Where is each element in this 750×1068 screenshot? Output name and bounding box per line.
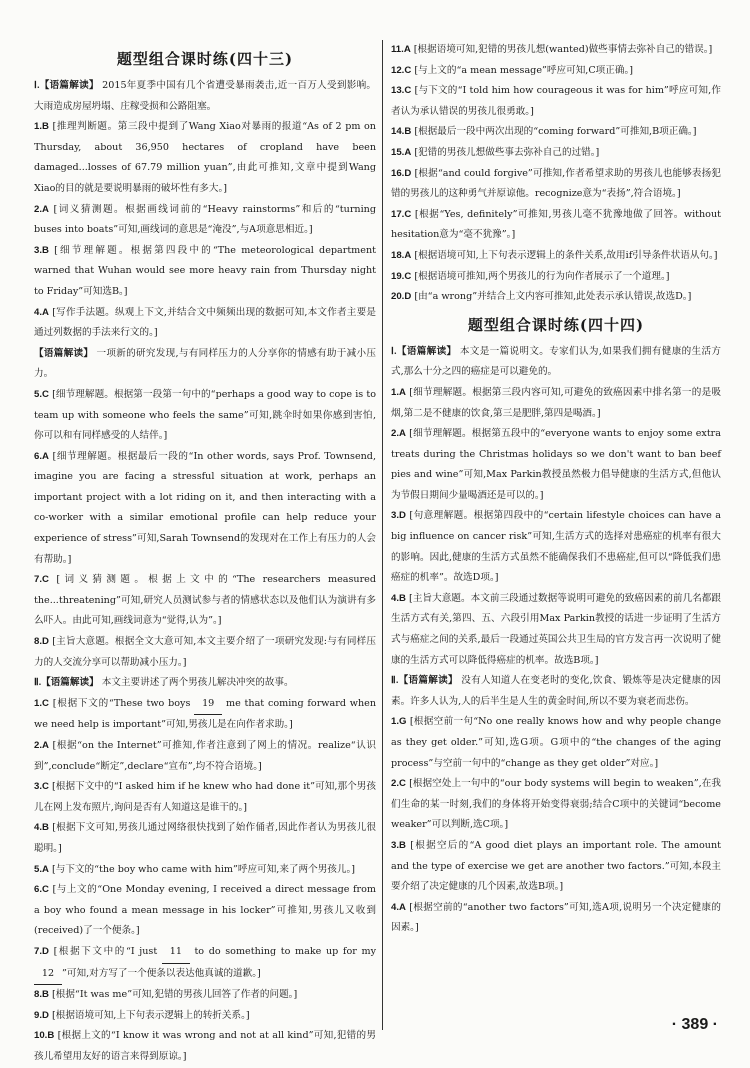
question-number: 20. — [391, 291, 405, 303]
explanation-text: [细节理解题。根据第四段中的“The meteorological department warned that Wuhan would see more heavy rain from Thursday night to Friday”可知选B。] — [34, 244, 376, 297]
explanation-text: [主旨大意题。本文前三段通过数据等说明可避免的致癌因素的前几名都跟生活方式有关,第四、五、六段引用Max Parkin教授的话进一步证明了生活方式与癌症之间的关系,最后一段通过英国公共卫生局的官方发言再一次说明了健康的生活方式可以降低得癌症的机率。故选B项。] — [391, 592, 721, 666]
answer-item — [391, 164, 721, 205]
answer-letter: A — [399, 428, 406, 440]
answer-item — [391, 836, 721, 898]
answer-item — [391, 712, 721, 774]
answer-item — [34, 694, 376, 736]
question-number: 6. — [34, 884, 43, 896]
answer-item — [34, 777, 376, 818]
answer-item — [391, 143, 721, 164]
answer-item — [391, 424, 721, 506]
section-numeral: Ⅰ. — [391, 345, 397, 357]
answer-item — [34, 303, 376, 344]
answer-letter: B — [42, 121, 49, 133]
explanation-text: [词义猜测题。根据上文中的“The researchers measured the...threatening”可知,研究人员测试参与者的情感状态以及他们认为演讲有多么吓人。由此可知,画线词意为“觉得,认为”。] — [34, 574, 376, 627]
answer-letter: D — [399, 510, 406, 522]
explanation-text: [犯错的男孩儿想做些事去弥补自己的过错。] — [411, 146, 600, 158]
explanation-text: [根据语境可推知,两个男孩儿的行为向作者展示了一个道理。] — [411, 270, 670, 282]
explanation-text: [根据空后的“A good diet plays an important role. The amount and the type of exercise we get are another two factors.”可知,本段主要介绍了决定健康的几个因素,故选B项。] — [391, 839, 721, 893]
answer-item — [34, 241, 376, 303]
explanation-text: [细节理解题。根据第一段第一句中的“perhaps a good way to cope is to team up with someone who feels the same”可知,跳伞时如果你感到害怕,你可以和有同样感受的人结伴。] — [34, 388, 376, 442]
explanation-text: [根据下文中的“I just 11 to do something to make up for my 12 ”可知,对方写了一个便条以表达他真诚的道歉。] — [34, 946, 376, 979]
answer-letter: C — [42, 388, 49, 400]
explanation-text: [与下文的“I told him how courageous it was for him”呼应可知,作者认为承认错误的男孩儿很勇敢。] — [391, 85, 721, 117]
answer-letter: B — [47, 1030, 55, 1042]
question-number: 3. — [34, 244, 43, 256]
answer-letter: B — [399, 839, 406, 851]
explanation-text: [与上文的“One Monday evening, I received a direct message from a boy who found a mean message in his locker”可推知,男孩儿又收到(received)了一个便条。] — [34, 884, 376, 937]
question-number: 2. — [34, 740, 43, 751]
answer-letter: D — [42, 945, 49, 957]
question-number: 7. — [34, 945, 43, 957]
explanation-text: [细节理解题。根据第三段内容可知,可避免的致癌因素中排名第一的是吸烟,第二是不健康的饮食,第三是肥胖,第四是喝酒。] — [391, 386, 721, 419]
question-number: 15. — [391, 146, 405, 158]
question-number: 8. — [34, 989, 43, 1001]
question-number: 2. — [391, 778, 400, 790]
answer-item — [391, 81, 721, 122]
question-number: 10. — [34, 1030, 48, 1042]
explanation-text: [根据空处上一句中的“our body systems will begin to weaken”,在我们生命的某一时刻,我们的身体将开始变得衰弱;结合C项中的关键词“become weaker”可以判断,选C项。] — [391, 778, 721, 831]
explanation-text: [根据“Yes, definitely”可推知,男孩儿毫不犹豫地做了回答。without hesitation意为“毫不犹豫”。] — [391, 208, 721, 241]
question-number: 13. — [391, 85, 405, 97]
passage-summary — [34, 673, 376, 694]
explanation-text: [根据下文的“These two boys 19 me that coming forward when we need help is important”可知,男孩儿是在向作者求助。] — [34, 698, 376, 731]
question-number: 3. — [391, 839, 400, 851]
answer-letter: A — [42, 863, 49, 875]
answer-item — [34, 1006, 376, 1027]
question-number: 6. — [34, 450, 43, 462]
section-numeral: Ⅱ. — [391, 675, 399, 687]
answer-item — [391, 506, 721, 588]
explanation-text: 一项新的研究发现,与有同样压力的人分享你的情感有助于减小压力。 — [34, 347, 376, 380]
answer-item — [34, 942, 376, 985]
question-number: 2. — [391, 428, 400, 440]
question-number: 1. — [34, 697, 43, 709]
explanation-text: [根据下文可知,男孩儿通过网络很快找到了始作俑者,因此作者认为男孩儿很聪明。] — [34, 822, 376, 854]
passage-summary — [34, 76, 376, 117]
question-number: 11. — [391, 44, 404, 55]
answer-letter: B — [399, 592, 406, 604]
explanation-text: [细节理解题。根据最后一段的“In other words, says Prof. Townsend, imagine you are facing a stressful situation at work, perhaps an important project with a lot riding on it, and then interacting with a co-worker with a similar emotional profile can help reduce your experience of stress”可知,Sarah Townsend的发现对在工作上有压力的人会有帮助。] — [34, 450, 376, 565]
answer-letter: A — [42, 306, 49, 318]
answer-letter: D — [42, 636, 49, 648]
passage-summary — [391, 342, 721, 383]
question-number: 12. — [391, 64, 405, 76]
answer-letter: A — [403, 44, 411, 55]
answer-item — [391, 383, 721, 424]
passage-tag: 【语篇解读】 — [396, 345, 457, 357]
answer-letter: A — [42, 740, 49, 751]
explanation-text: [根据语境可知,犯错的男孩儿想(wanted)做些事情去弥补自己的错误。] — [410, 44, 713, 55]
answer-item — [391, 287, 721, 308]
answer-item — [391, 246, 721, 267]
section-numeral: Ⅱ. — [34, 677, 42, 689]
answer-item — [34, 570, 376, 632]
answer-item — [391, 774, 721, 836]
explanation-text: [由“a wrong”并结合上文内容可推知,此处表示承认错误,故选D。] — [411, 291, 692, 303]
answer-letter: G — [399, 716, 407, 728]
answer-item — [34, 632, 376, 673]
explanation-text: [主旨大意题。根据全文大意可知,本文主要介绍了一项研究发现:与有同样压力的人交流分享可以帮助减小压力。] — [34, 636, 376, 668]
passage-tag: 【语篇解读】 — [34, 347, 94, 359]
answer-item — [34, 1026, 376, 1067]
explanation-text: [根据空前的“another two factors”可知,选A项,说明另一个决定健康的因素。] — [391, 901, 721, 934]
explanation-text: 2015年夏季中国有几个省遭受暴雨袭击,近一百万人受到影响。大雨造成房屋坍塌、庄稼受损和公路阻塞。 — [34, 80, 377, 112]
explanation-text: [根据“It was me”可知,犯错的男孩儿回答了作者的问题。] — [48, 989, 298, 1001]
answer-letter: D — [404, 291, 412, 303]
question-number: 1. — [391, 716, 400, 728]
answer-item — [34, 200, 376, 241]
answer-item — [391, 122, 721, 143]
answer-letter: C — [404, 270, 412, 282]
question-number: 2. — [34, 203, 43, 215]
answer-letter: B — [404, 126, 412, 138]
explanation-text: [词义猜测题。根据画线词前的“Heavy rainstorms”和后的“turning buses into boats”可知,画线词的意思是“淹没”,与A项意思相近。] — [34, 203, 376, 236]
explanation-text: [推理判断题。第三段中提到了Wang Xiao对暴雨的报道“As of 2 pm on Thursday, about 36,950 hectares of cropland have been damaged...losses of 67.79 million yuan”,由此可推知,文章中提到Wang Xiao的目的就是要说明暴雨的破坏性有多大。] — [34, 121, 376, 194]
question-number: 17. — [391, 208, 405, 220]
passage-tag: 【语篇解读】 — [41, 677, 99, 689]
answer-item — [34, 447, 376, 571]
left-answer-list — [34, 76, 376, 1068]
explanation-text: [句意理解题。根据第四段中的“certain lifestyle choices can have a big influence on cancer risk”可知,生活方式的选择对患癌症的机率有很大的影响。因此,健康的生活方式虽然不能确保我们不患癌症,但可以“降低我们患癌症的机率”。故选D项。] — [391, 510, 721, 584]
passage-summary — [34, 344, 376, 385]
answer-item — [391, 61, 721, 82]
question-number: 1. — [34, 121, 43, 133]
blank-number: 12 — [34, 964, 62, 986]
blank-number: 19 — [194, 694, 222, 716]
left-column — [34, 0, 377, 1062]
answer-letter: A — [404, 146, 412, 158]
question-number: 16. — [391, 167, 405, 179]
question-number: 4. — [391, 592, 400, 604]
explanation-text: [根据空前一句“No one really knows how and why people change as they get older.”可知,选G项。G项中的“the changes of the aging process”与空前一句中的“change as they get older”对应。] — [391, 716, 721, 769]
lesson-title-43: 题型组合课时练(四十三) — [116, 50, 294, 68]
explanation-text: [细节理解题。根据第五段中的“everyone wants to enjoy some extra treats during the Christmas holidays so we don't want to ban beef pies and wine”可知,Max Parkin教授虽然极力倡导健康的生活方式,但他认为节假日期间少量喝酒还是可以的。] — [391, 428, 721, 501]
passage-tag: 【语篇解读】 — [398, 675, 458, 687]
explanation-text: [根据上文的“I know it was wrong and not at all kind”可知,犯错的男孩儿希望用友好的语言来得到原谅。] — [34, 1030, 376, 1062]
section-numeral: Ⅰ. — [34, 80, 40, 91]
question-number: 3. — [34, 781, 43, 793]
question-number: 4. — [34, 822, 43, 834]
answer-letter: A — [42, 203, 49, 215]
answer-letter: C — [42, 697, 49, 709]
answer-item — [391, 205, 721, 246]
lesson-title-44: 题型组合课时练(四十四) — [467, 315, 645, 334]
answer-letter: C — [42, 574, 49, 586]
question-number: 3. — [391, 510, 400, 522]
question-number: 8. — [34, 636, 43, 648]
answer-letter: B — [42, 244, 49, 256]
blank-number: 11 — [162, 942, 190, 964]
question-number: 1. — [391, 386, 400, 398]
question-number: 4. — [391, 901, 400, 913]
answer-item — [34, 985, 376, 1006]
answer-letter: D — [404, 167, 412, 179]
explanation-text: 没有人知道人在变老时的变化,饮食、锻炼等是决定健康的因素。许多人认为,人的后半生是人生的黄金时间,所以不要为衰老而悲伤。 — [391, 675, 721, 707]
answer-letter: A — [399, 901, 406, 913]
explanation-text: [与上文的“a mean message”呼应可知,C项正确。] — [411, 64, 633, 76]
passage-tag: 【语篇解读】 — [39, 80, 99, 91]
answer-item — [34, 818, 376, 859]
explanation-text: [根据“and could forgive”可推知,作者希望求助的男孩儿也能够表扬犯错的男孩儿的这种勇气并原谅他。recognize意为“表扬”,符合语境。] — [391, 167, 721, 200]
right-column — [391, 0, 721, 1052]
explanation-text: [与下文的“the boy who came with him”呼应可知,来了两个男孩儿。] — [48, 863, 356, 875]
answer-letter: A — [42, 450, 49, 462]
answer-item — [391, 267, 721, 288]
answer-item — [391, 40, 721, 61]
question-number: 9. — [34, 1009, 43, 1021]
answer-letter: C — [399, 778, 406, 790]
column-divider — [382, 40, 383, 1030]
answer-item — [34, 736, 376, 777]
answer-letter: C — [404, 64, 412, 76]
question-number: 5. — [34, 388, 43, 400]
answer-item — [34, 880, 376, 942]
answer-item — [34, 385, 376, 447]
explanation-text: [根据语境可知,上下句表示逻辑上的条件关系,故用if引导条件状语从句。] — [411, 249, 718, 261]
answer-letter: A — [399, 386, 406, 398]
page-number: · 389 · — [671, 1016, 718, 1033]
right-answer-list-bottom — [391, 342, 721, 939]
explanation-text: [根据最后一段中两次出现的“coming forward”可推知,B项正确。] — [411, 126, 697, 138]
question-number: 5. — [34, 863, 43, 875]
answer-letter: C — [404, 208, 412, 220]
answer-letter: C — [404, 85, 412, 97]
answer-item — [391, 589, 721, 671]
answer-letter: C — [42, 781, 49, 793]
question-number: 14. — [391, 126, 405, 138]
question-number: 18. — [391, 249, 405, 261]
right-answer-list-top — [391, 40, 721, 308]
answer-letter: D — [42, 1009, 49, 1021]
question-number: 19. — [391, 270, 405, 282]
answer-letter: A — [404, 249, 412, 261]
answer-letter: C — [42, 884, 49, 896]
answer-letter: B — [42, 989, 49, 1001]
explanation-text: [写作手法题。纵观上下文,并结合文中频频出现的数据可知,本文作者主要是通过列数据的手法来行文的。] — [34, 306, 376, 339]
answer-item — [34, 860, 376, 881]
question-number: 4. — [34, 306, 43, 318]
explanation-text: 本文是一篇说明文。专家们认为,如果我们拥有健康的生活方式,那么十分之四的癌症是可以避免的。 — [391, 345, 721, 378]
answer-letter: B — [42, 822, 49, 834]
explanation-text: [根据下文中的“I asked him if he knew who had done it”可知,那个男孩儿在网上发布照片,询问是否有人知道这是谁干的。] — [34, 781, 376, 813]
answer-item — [391, 898, 721, 939]
passage-summary — [391, 671, 721, 712]
answer-item — [34, 117, 376, 199]
explanation-text: 本文主要讲述了两个男孩儿解决冲突的故事。 — [98, 677, 294, 689]
explanation-text: [根据语境可知,上下句表示逻辑上的转折关系。] — [48, 1009, 250, 1021]
question-number: 7. — [34, 574, 43, 586]
explanation-text: [根据“on the Internet”可推知,作者注意到了网上的情况。realize“认识到”,conclude“断定”,declare“宣布”,均不符合语境。] — [34, 740, 376, 772]
